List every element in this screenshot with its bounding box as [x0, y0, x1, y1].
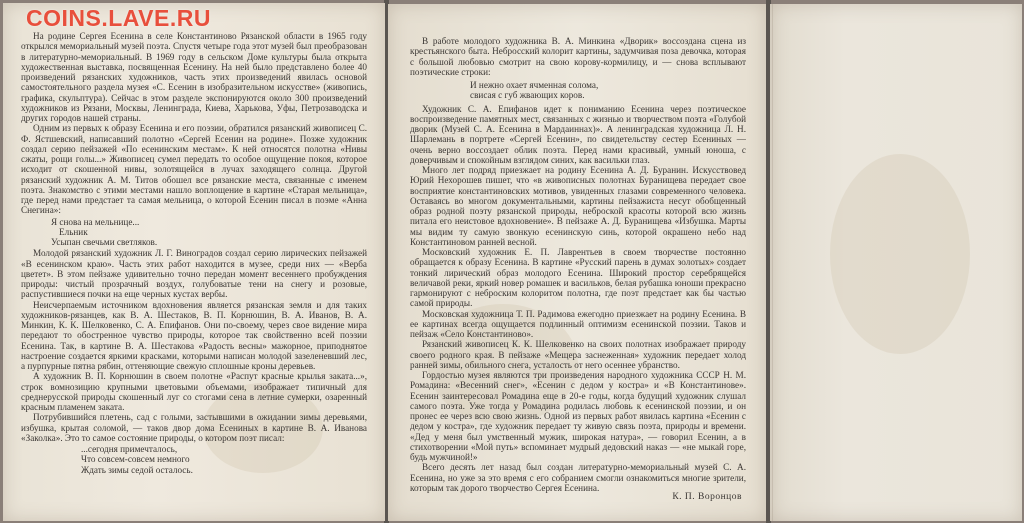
poem-quote [21, 444, 367, 475]
article-column-left [21, 31, 367, 475]
article-column-right [410, 36, 746, 493]
paragraph: Одним из первых к образу Есенина и его поэзии, обратился рязанский живописец С. Ф. Ястшевский, написавший полотно «Сергей Есенин на родине». Позже художник создал серию пейзажей «По есенинским местам». К ней относятся полотна «Нивы сжаты, рощи голы...» Живописец сумел передать то особое ощущение покоя, которое исходит от скошенной нивы, золотящейся в лучах заходящего солнца. Другой рязанский художник А. М. Титов обошел все рязанские места, связанные с именем поэта. Знакомство с этими местами нашло воплощение в картине «Старая мельница», где перед нами предстает та самая мельница, о которой Есенин писал в поэме «Анна Снегина»: [21, 123, 367, 216]
poem-line: Я снова на мельнице... [51, 216, 140, 227]
paragraph: Много лет подряд приезжает на родину Есенина А. Д. Буранин. Искусствовед Юрий Нехорошев пишет, что «в живописных полотнах Буранищева передает свое восприятие константиновских мотивов, увиденных глазами современного человека. Оставаясь во многом документальными, картины пейзажиста несут обобщенный образ родной поэту рязанской природы, неброской красоты которой всю жизнь питала его неистовое вдохновение». В пейзаже А. Д. Буранищева «Избушка. Марты мы видим ту самую звонкую есенинскую синь, которой окрашено небо над Константиновом ранней весной. [410, 165, 746, 247]
poem-quote [21, 217, 367, 248]
poem-line: свисая с губ жвающих коров. [470, 90, 585, 101]
paragraph: Московская художница Т. П. Радимова ежегодно приезжает на родину Есенина. В ее картинах всегда ощущается подлинный оптимизм есенинской поэзии. Таков и пейзаж «Село Константиново». [410, 308, 746, 339]
paragraph: Молодой рязанский художник Л. Г. Виноградов создал серию лирических пейзажей «В есенинском краю». Часть этих работ находится в музее, среди них — «Верба цветет». В этом пейзаже удивительно точно передан момент весеннего пробуждения природы: чистый прозрачный воздух, голубоватые тени на снегу и розовые, распустившиеся почки на еще черных кустах вербы. [21, 248, 367, 300]
poem-line: И нежно охает ячменная солома, [470, 80, 599, 90]
paragraph: Московский художник Е. П. Лаврентьев в своем творчестве постоянно обращается к образу Есенина. В картине «Русский парень в думах золотых» создает тонкий лирический образ молодого Есенина. Широкий простор серебрящейся величавой реки, яркий новер ромашек и васильков, белая рубашка юноши прекрасно гармонируют с неброским колоритом полотна, где поэт предстает как бы частью самой природы. [410, 247, 746, 309]
paragraph: Гордостью музея являются три произведения народного художника СССР Н. М. Ромадина: «Весенний снег», «Есенин с дедом у костра» и «В Константинове». Есенин заинтересовал Ромадина еще в 20-е годы, когда будущий художник слушал самого поэта. Уже тогда у Ромадина родилась любовь к есенинской поэзии, и он пронес ее через всю свою жизнь. Одной из первых работ явилась картина «Есенин с дедом у костра», где художник передает ту живую связь поэта, природы и времени. «Дед у меня был умственный мужик, широкая натура», — говорил Есенин, а в стихотворении «Мой путь» вспоминает мудрый дедовский наказ — «не мыкай горе, будь мужчиной!» [410, 370, 746, 462]
booklet-page-left [3, 3, 385, 521]
paragraph: А художник В. П. Корнюшин в своем полотне «Распут красные крылья заката...», строк вомнозицию крупными цветовыми объемами, изображает типичный для среднерусской природы скошенный луг со стогами сена в летние сумерки, озаренный красным пламенем заката. [21, 371, 367, 412]
paragraph: Художник С. А. Епифанов идет к пониманию Есенина через поэтическое воспроизведение памятных мест, связанных с жизнью и творчеством поэта «Голубой дворик (Музей С. А. Есенина в Мардаиннах)». А ленинградская художница Л. Н. Шарлемань в портрете «Сергей Есенин», по свидетельству сестер Есениных — очень верно воссоздает облик поэта. Перед нами красивый, умный юноша, с доверчивым и спокойным взглядом синих, как васильки глаз. [410, 103, 746, 165]
paragraph: На родине Сергея Есенина в селе Константиново Рязанской области в 1965 году открылся мемориальный музей поэта. Спустя четыре года этот музей был преобразован в литературно-мемориальный. В 1969 году в сельском Доме культуры была открыта художественная выставка, посвященная Есенину. На ней было представлено более 40 произведений рязанских художников, часть этих произведений явилась основой самостоятельного раздела музея «С. Есенин в изобразительном искусстве» (живопись, графика, скульптура). Сейчас в этом разделе экспонируются около 300 произведений художников из Рязани, Москвы, Ленинграда, Киева, Харькова, Уфы, Петрозаводска и других городов нашей страны. [21, 31, 367, 123]
poem-line: Усыпан свечьми светляков. [51, 237, 158, 247]
paragraph: Всего десять лет назад был создан литературно-мемориальный музей С. А. Есенина, но уже за это время с его собранием смогли ознакомиться многие зрители, которым так дорого творчество Сергея Есенина. [410, 462, 746, 493]
paragraph: В работе молодого художника В. А. Минкина «Дворик» воссоздана сцена из крестьянского быта. Небросский колорит картины, задумчивая поза девочка, которая с большой любовью смотрит на свою корову-кормилицу, и — снова всплывают поэтические строки: [410, 36, 746, 77]
booklet-page-blank [770, 4, 1022, 521]
poem-line: Что совсем-совсем немного [81, 454, 190, 465]
watermark: COINS.LAVE.RU [26, 5, 211, 31]
paper-stain [830, 154, 970, 354]
poem-quote [410, 80, 746, 101]
poem-line: ...сегодня примечталось, [81, 444, 178, 454]
paper-crease [772, 4, 773, 521]
poem-line: Ждать зимы седой осталось. [81, 464, 193, 475]
paragraph: Рязанский живописец К. К. Шелковенко на своих полотнах изображает природу своего родного края. В пейзаже «Мещера заснеженная» художник передает холод ранней зимы, обильного снега, усталость от него осеннее убранство. [410, 339, 746, 370]
booklet-page-middle [388, 4, 766, 521]
paragraph: Потрубившийся плетень, сад с голыми, застывшими в ожидании зимы деревьями, избушка, крытая соломой, — таков двор дома Есениных в картине В. А. Иванова «Заколка». Это то самое состояние природы, о котором поэт писал: [21, 412, 367, 443]
poem-line: Ельник [59, 226, 88, 237]
paragraph: Неисчерпаемым источником вдохновения является рязанская земля и для таких художников-рязанцев, как В. А. Шестаков, В. П. Корнюшин, В. А. Иванов, В. А. Минкин, К. К. Шелковенко, С. А. Епифанов. Они по-своему, через свое видение мира передают то обостренное чувство природы, которое так свойственно всей поэзии Есенина. Так, в картине В. А. Шестакова «Радость весны» мажорное, приподнятое настроение создается яркими красками, которыми написан молодой зазеленевший лес, а пурпурные пятна рябин, оттеняющие свежую сплошные кроны деревьев. [21, 299, 367, 371]
author-signature: К. П. Воронцов [672, 492, 742, 502]
